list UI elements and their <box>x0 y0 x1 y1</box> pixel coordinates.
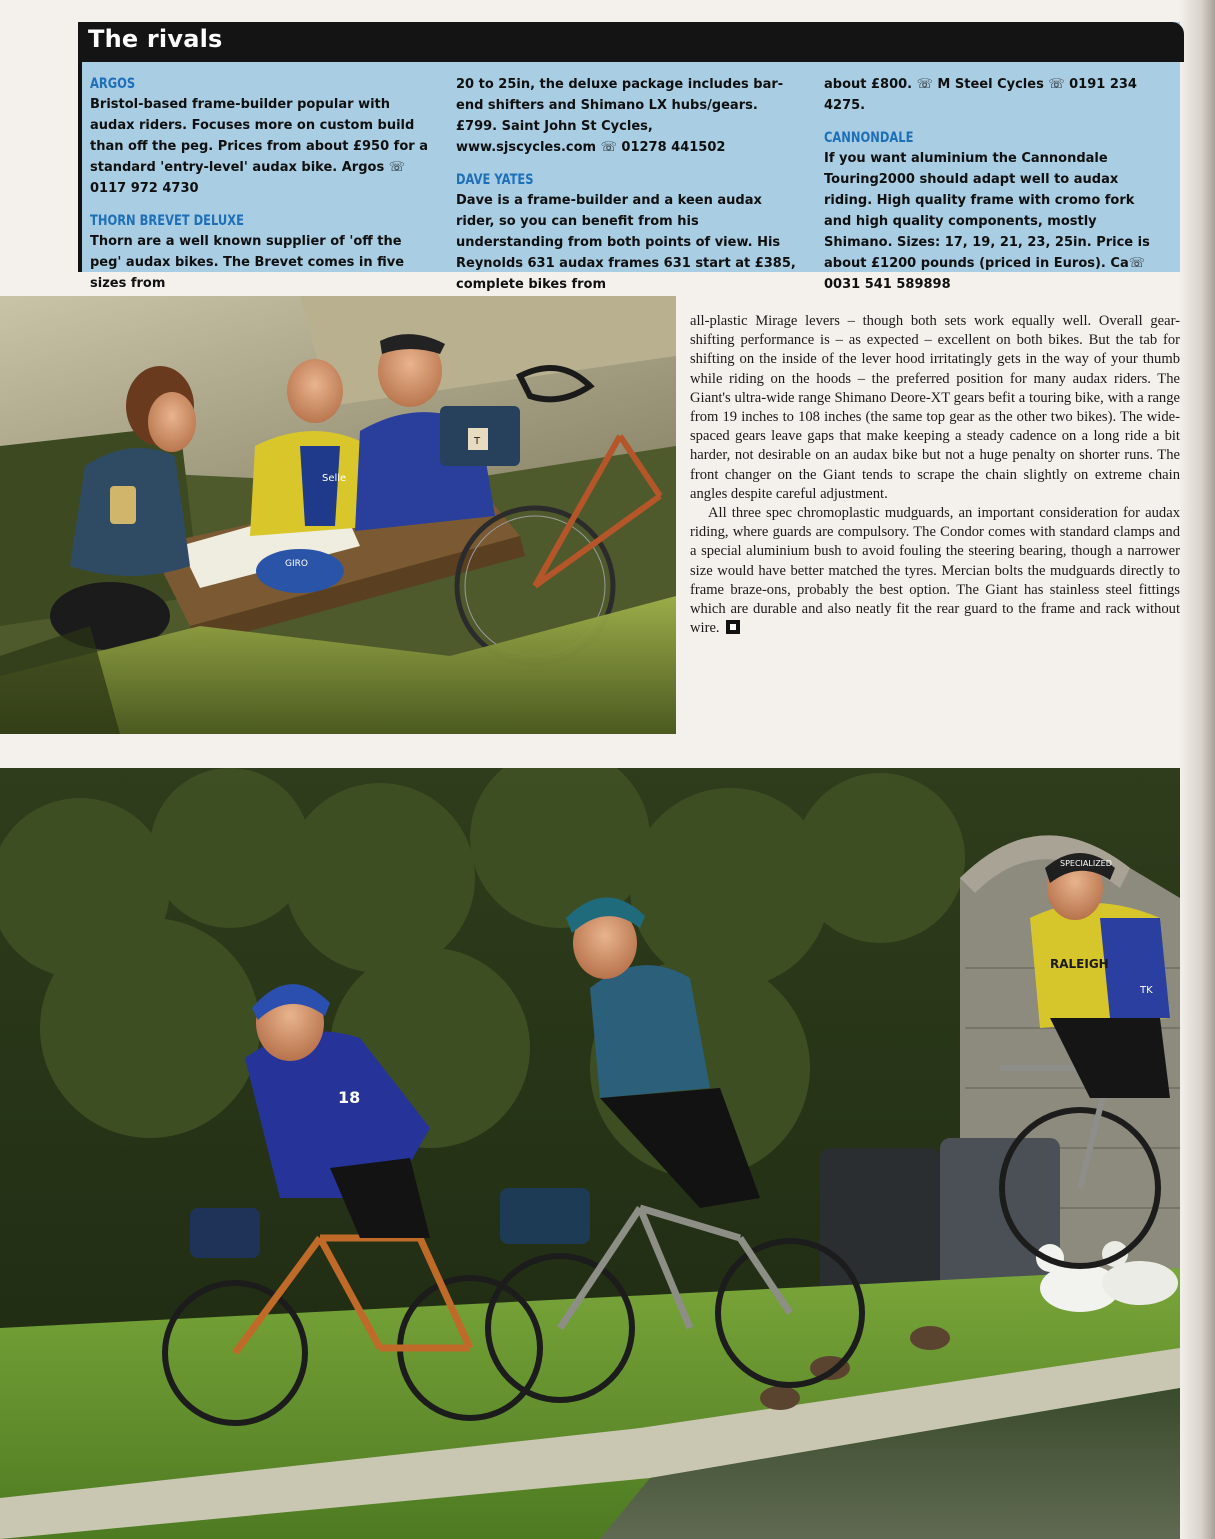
page-edge-shadow <box>1179 0 1215 1539</box>
article-paragraph-2 <box>690 504 1180 638</box>
entry-title-cannondale: CANNONDALE <box>824 130 914 146</box>
rivals-column-2 <box>456 74 796 295</box>
rivals-column-3 <box>824 74 1164 295</box>
helmet-text-2: SPECIALIZED <box>1060 859 1112 868</box>
jersey-text-1: Selle <box>322 473 347 484</box>
entry-title-dave-yates: DAVE YATES <box>456 172 534 188</box>
photo-riders-map-illustration <box>0 296 676 734</box>
entry-title-argos: ARGOS <box>90 76 136 92</box>
rivals-column-1 <box>90 74 430 294</box>
photo-cyclists-riding <box>0 768 1180 1539</box>
entry-title-thorn: THORN BREVET DELUXE <box>90 213 244 229</box>
bag-text: T <box>474 436 481 447</box>
rivals-title: The rivals <box>88 25 223 53</box>
photo-riders-map <box>0 296 676 734</box>
helmet-text: GIRO <box>285 559 308 569</box>
rivals-header-bar <box>78 22 1184 62</box>
svg-text:18: 18 <box>338 1088 361 1107</box>
entry-text-thorn-cont: 20 to 25in, the deluxe package includes bar-end shifters and Shimano LX hubs/gears. £799. Saint John St Cycles, www.sjscycles.com ☏ 01278 441502 <box>456 77 784 155</box>
entry-text-dave-yates: Dave is a frame-builder and a keen audax rider, so you can benefit from his understanding from both points of view. His Reynolds 631 audax frames 631 start at £385, complete bikes from <box>456 193 796 292</box>
jersey-text-3: TK <box>1140 985 1153 996</box>
entry-text-argos: Bristol-based frame-builder popular with audax riders. Focuses more on custom build than off the peg. Prices from about £950 for a standard 'entry-level' audax bike. Argos ☏ 0117 972 4730 <box>90 97 428 196</box>
article-paragraph-2-text: All three spec chromoplastic mudguards, an important consideration for audax riding, where guards are compulsory. The Condor comes with standard clamps and a special aluminium bush to avoid fouling the steering bearing, though a narrower size would have better matched the tyres. Mercian bolts the mudguards directly to frame braze-ons, probably the best option. The Giant has stainless steel fittings which are durable and also neatly fit the rear guard to the frame and rack without wire. <box>690 505 1180 637</box>
end-of-article-icon <box>726 620 740 634</box>
entry-text-thorn: Thorn are a well known supplier of 'off the peg' audax bikes. The Brevet comes in five sizes from <box>90 234 405 291</box>
photo-cyclists-riding-illustration <box>0 768 1180 1539</box>
article-paragraph-1: all-plastic Mirage levers – though both sets work equally well. Overall gear-shifting performance is – as expected – excellent on both bikes. But the tab for shifting on the inside of the lever hood irritatingly gets in the way of your thumb while riding on the hoods – the preferred position for many audax riders. The Giant's ultra-wide range Shimano Deore-XT gears befit a touring bike, with a range from 19 inches to 108 inches (the same top gear as the other two bikes). The wide-spaced gears leave gaps that make keeping a steady cadence on a long ride a bit harder, not desirable on an audax bike but not a huge penalty on shorter runs. The front changer on the Giant tends to scrape the chain slightly on extreme chain angles despite careful adjustment. <box>690 313 1180 502</box>
jersey-text-2: RALEIGH <box>1050 957 1109 971</box>
entry-text-cannondale: If you want aluminium the Cannondale Touring2000 should adapt well to audax riding. High quality frame with cromo fork and high quality components, mostly Shimano. Sizes: 17, 19, 21, 23, 25in. Price is about £1200 pounds (priced in Euros). Ca☏ 0031 541 589898 <box>824 151 1150 292</box>
rivals-box <box>78 22 1180 292</box>
article-body <box>690 312 1180 638</box>
entry-text-dave-yates-cont: about £800. ☏ M Steel Cycles ☏ 0191 234 4275. <box>824 77 1137 113</box>
